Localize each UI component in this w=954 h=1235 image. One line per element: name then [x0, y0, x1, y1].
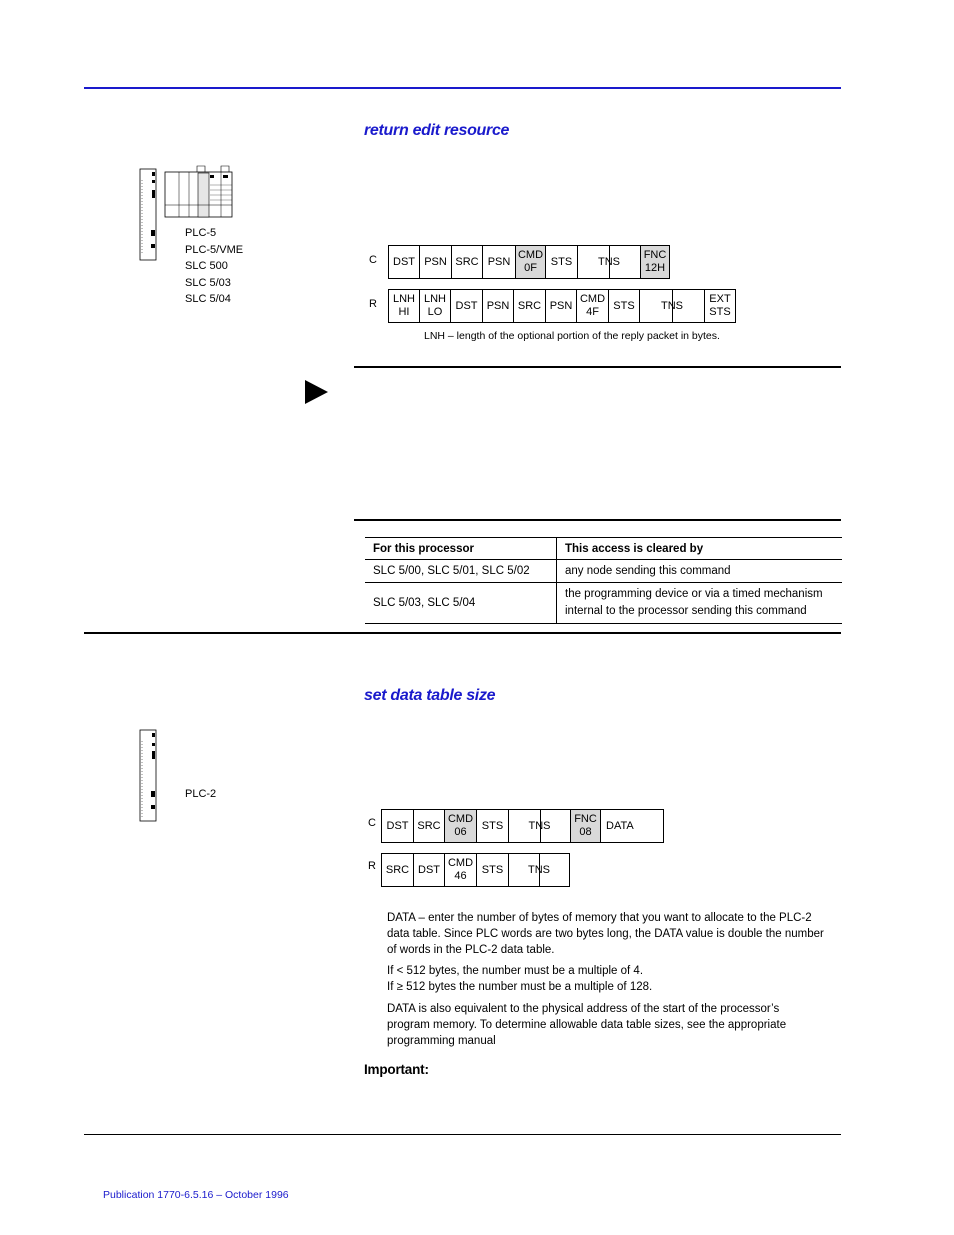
note-bottom-rule	[354, 519, 841, 521]
program-memory-paragraph: DATA is also equivalent to the physical address of the start of the processor’s program memory. To determine allowable data table sizes, see the appropriate programming manual	[387, 1003, 787, 1047]
note-arrow-icon	[305, 380, 329, 404]
tns-divider	[672, 290, 673, 322]
processor-name: SLC 500	[185, 260, 228, 272]
access-table	[365, 537, 842, 624]
table-row	[365, 583, 842, 624]
important-label: Important:	[364, 1062, 429, 1077]
packet-cell: DST	[451, 290, 483, 322]
packet-cell-tns	[640, 290, 705, 322]
section1-reply-packet	[388, 289, 736, 323]
reply-row-label: R	[368, 860, 376, 872]
packet-cell-tns	[578, 246, 641, 278]
section2-title: set data table size	[364, 687, 496, 704]
packet-cell: CMD 0F	[516, 246, 546, 278]
section2-command-packet	[381, 809, 664, 843]
packet-cell: PSN	[420, 246, 452, 278]
packet-cell: LNH HI	[389, 290, 420, 322]
processor-name: PLC-5	[185, 227, 217, 239]
packet-cell: PSN	[483, 290, 514, 322]
packet-cell: DST	[414, 854, 445, 886]
section2-processor-list	[185, 786, 216, 803]
tns-divider	[540, 810, 541, 842]
command-row-label: C	[369, 254, 377, 266]
data-description-paragraph: DATA – enter the number of bytes of memory that you want to allocate to the PLC-2 data table. Since PLC words are two bytes long, the DATA value is double the number of words in the PLC-2 data table.	[387, 912, 824, 956]
publication-footer: Publication 1770-6.5.16 – October 1996	[103, 1189, 289, 1201]
packet-cell: SRC	[414, 810, 445, 842]
packet-cell: PSN	[483, 246, 516, 278]
processor-name: SLC 5/03	[185, 276, 231, 289]
table-header-cell: This access is cleared by	[557, 538, 843, 560]
packet-cell: FNC 12H	[641, 246, 669, 278]
tns-divider	[539, 854, 540, 886]
note-top-rule	[354, 366, 841, 368]
packet-cell: SRC	[514, 290, 546, 322]
packet-cell-text: TNS	[598, 255, 620, 268]
section1-command-packet	[388, 245, 670, 279]
packet-cell: PSN	[546, 290, 577, 322]
table-cell: the programming device or via a timed mechanism internal to the processor sending this command	[557, 583, 843, 624]
rule-less-than-512: If < 512 bytes, the number must be a multiple of 4.	[387, 965, 644, 977]
footer-rule	[84, 1134, 841, 1135]
packet-cell: CMD 46	[445, 854, 477, 886]
rule-at-least-512: If ≥ 512 bytes the number must be a multiple of 128.	[387, 981, 653, 993]
section1-processor-list	[185, 225, 243, 308]
table-cell: any node sending this command	[557, 560, 843, 583]
command-row-label: C	[368, 817, 376, 829]
table-cell: SLC 5/03, SLC 5/04	[365, 583, 557, 624]
packet-cell: STS	[609, 290, 640, 322]
packet-cell: DST	[382, 810, 414, 842]
lnh-note: LNH – length of the optional portion of the reply packet in bytes.	[424, 330, 720, 342]
table-header-cell: For this processor	[365, 538, 557, 560]
packet-cell-text: TNS	[661, 299, 683, 312]
section-separator-rule	[84, 632, 841, 634]
processor-name: SLC 5/04	[185, 293, 231, 305]
processor-name: PLC-2	[185, 788, 217, 800]
packet-cell: FNC 08	[571, 810, 601, 842]
packet-cell: LNH LO	[420, 290, 451, 322]
packet-cell: SRC	[452, 246, 483, 278]
packet-cell-tns	[509, 854, 569, 886]
packet-cell-tns	[509, 810, 571, 842]
packet-cell-text: TNS	[528, 819, 551, 832]
table-row	[365, 560, 842, 583]
packet-cell: STS	[477, 810, 509, 842]
packet-cell: EXT STS	[709, 293, 731, 318]
packet-cell: STS	[546, 246, 578, 278]
table-cell: SLC 5/00, SLC 5/01, SLC 5/02	[365, 560, 557, 583]
packet-cell: CMD 06	[445, 810, 477, 842]
packet-cell: STS	[477, 854, 509, 886]
packet-cell: CMD 4F	[577, 290, 609, 322]
section2-reply-packet	[381, 853, 570, 887]
table-header-row	[365, 538, 842, 560]
section1-title: return edit resource	[364, 122, 510, 139]
packet-cell: DATA	[606, 819, 634, 832]
packet-cell-text: TNS	[528, 863, 550, 876]
tns-divider	[609, 246, 610, 278]
packet-cell: SRC	[382, 854, 414, 886]
reply-row-label: R	[369, 298, 377, 310]
header-rule	[84, 87, 841, 89]
processor-name: PLC-5/VME	[185, 243, 244, 256]
packet-cell: DST	[389, 246, 420, 278]
plc2-device-icon	[139, 729, 159, 823]
